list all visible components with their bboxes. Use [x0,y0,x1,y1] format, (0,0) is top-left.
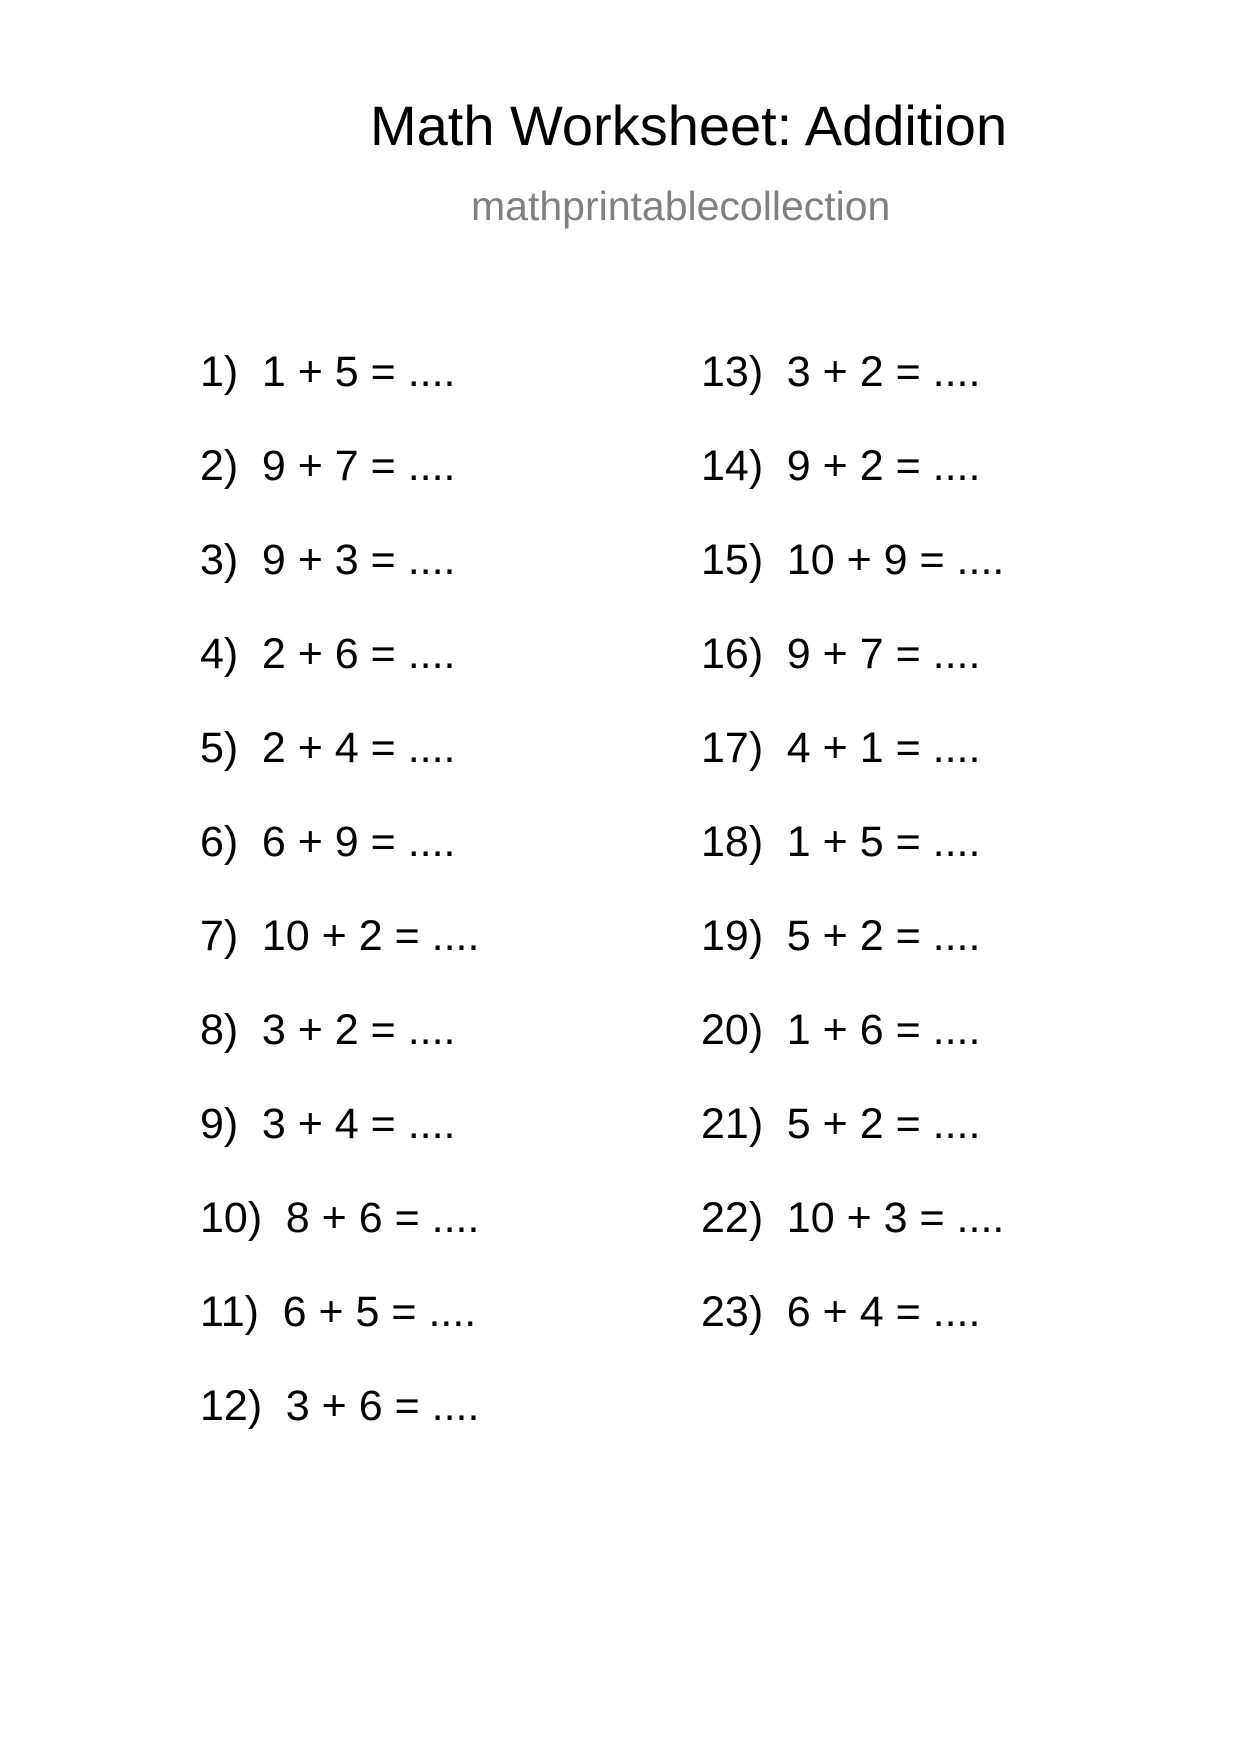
problem-expression: 1 + 5 = .... [261,348,456,396]
problem-number: 4) [200,630,239,678]
problem-expression: 1 + 6 = .... [786,1006,981,1054]
problem-expression: 9 + 2 = .... [786,442,981,490]
problem-item [701,348,981,396]
problem-number: 8) [200,1006,239,1054]
problem-item [701,1006,981,1054]
problem-expression: 2 + 4 = .... [261,724,456,772]
problem-expression: 6 + 5 = .... [282,1288,477,1336]
problem-number: 15) [701,536,764,584]
problem-expression: 10 + 2 = .... [261,912,480,960]
problem-item [701,1194,1005,1242]
problem-expression: 8 + 6 = .... [285,1194,480,1242]
problem-expression: 1 + 5 = .... [786,818,981,866]
problem-expression: 5 + 2 = .... [786,1100,981,1148]
problem-number: 17) [701,724,764,772]
problem-number: 19) [701,912,764,960]
problem-item [200,536,456,584]
problem-expression: 6 + 9 = .... [261,818,456,866]
problem-expression: 9 + 7 = .... [786,630,981,678]
problem-number: 23) [701,1288,764,1336]
problem-number: 12) [200,1382,263,1430]
problem-item [200,442,456,490]
problem-number: 1) [200,348,239,396]
problem-expression: 9 + 3 = .... [261,536,456,584]
problem-expression: 3 + 2 = .... [261,1006,456,1054]
problem-expression: 3 + 4 = .... [261,1100,456,1148]
problem-number: 10) [200,1194,263,1242]
problem-number: 9) [200,1100,239,1148]
problem-number: 2) [200,442,239,490]
problem-number: 16) [701,630,764,678]
problem-expression: 6 + 4 = .... [786,1288,981,1336]
problem-number: 3) [200,536,239,584]
problem-expression: 10 + 3 = .... [786,1194,1005,1242]
problem-item [200,1100,456,1148]
problem-number: 6) [200,818,239,866]
problem-item [701,724,981,772]
problem-item [200,912,480,960]
problem-expression: 2 + 6 = .... [261,630,456,678]
problem-item [701,1100,981,1148]
problem-number: 20) [701,1006,764,1054]
problem-item [200,1288,477,1336]
problem-number: 18) [701,818,764,866]
problem-item [701,818,981,866]
problem-item [200,1006,456,1054]
problem-item [200,818,456,866]
page-subtitle: mathprintablecollection [471,183,891,229]
problem-number: 14) [701,442,764,490]
problem-number: 22) [701,1194,764,1242]
problem-expression: 3 + 6 = .... [285,1382,480,1430]
problem-expression: 3 + 2 = .... [786,348,981,396]
problem-item [200,724,456,772]
problem-item [200,1382,480,1430]
problem-number: 13) [701,348,764,396]
problem-item [701,442,981,490]
problem-item [701,630,981,678]
problem-number: 11) [200,1288,259,1336]
problem-number: 5) [200,724,239,772]
problem-item [701,1288,981,1336]
problem-expression: 5 + 2 = .... [786,912,981,960]
problem-expression: 4 + 1 = .... [786,724,981,772]
problem-expression: 9 + 7 = .... [261,442,456,490]
problem-item [200,630,456,678]
problem-expression: 10 + 9 = .... [786,536,1005,584]
page-title: Math Worksheet: Addition [370,94,1008,157]
problem-item [701,536,1005,584]
problem-item [200,348,456,396]
problem-item [200,1194,480,1242]
problem-number: 7) [200,912,239,960]
problem-item [701,912,981,960]
problem-number: 21) [701,1100,764,1148]
